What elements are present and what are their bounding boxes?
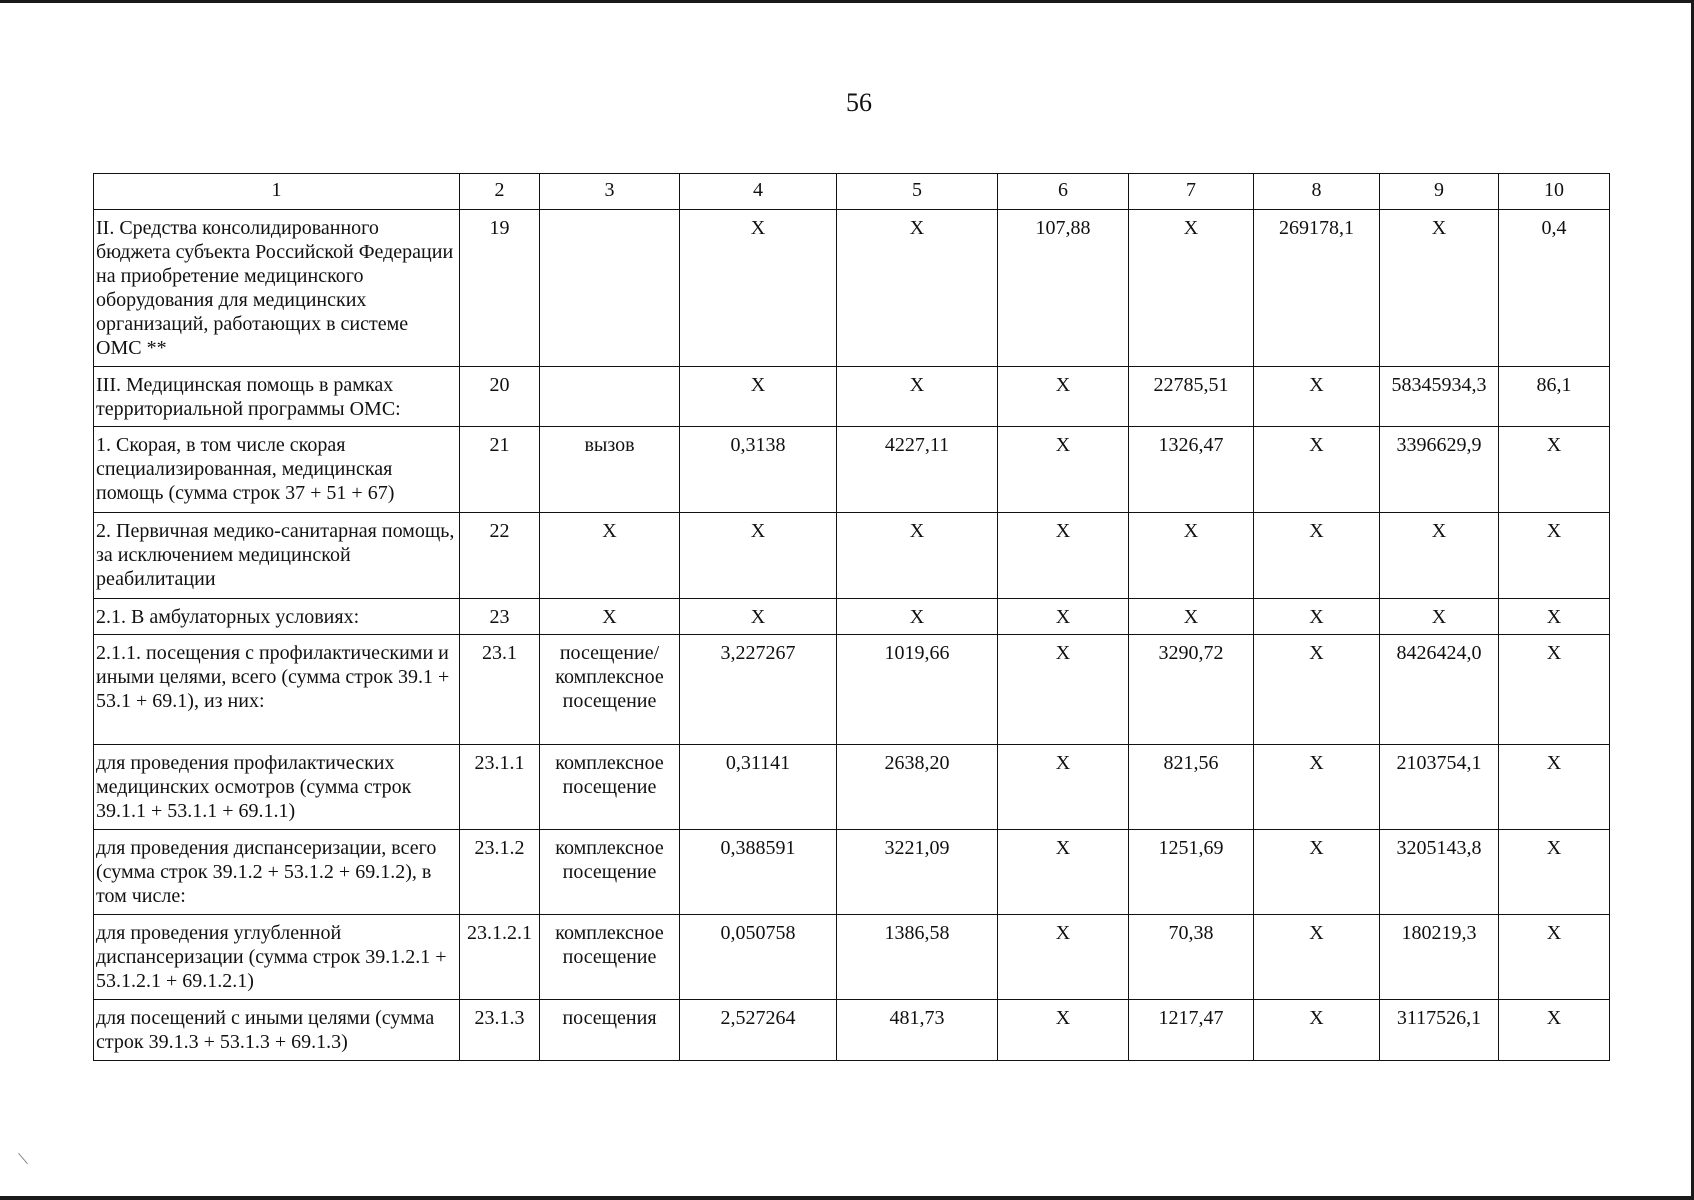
value-cell: 0,31141 [680, 745, 837, 830]
row-name-cell: III. Медицинская помощь в рамках территориальной программы ОМС: [94, 367, 460, 427]
data-table [93, 173, 1610, 1061]
unit-cell: Х [540, 513, 680, 599]
table-row [94, 210, 1610, 367]
value-cell: 180219,3 [1380, 915, 1499, 1000]
value-cell: Х [998, 427, 1129, 513]
value-cell: 0,050758 [680, 915, 837, 1000]
unit-cell: комплексное посещение [540, 830, 680, 915]
value-cell: 22785,51 [1129, 367, 1254, 427]
table-row [94, 830, 1610, 915]
value-cell: Х [1129, 599, 1254, 635]
value-cell: Х [998, 745, 1129, 830]
value-cell: Х [1254, 1000, 1380, 1061]
row-name-cell: для проведения диспансеризации, всего (сумма строк 39.1.2 + 53.1.2 + 69.1.2), в том числе: [94, 830, 460, 915]
table-row [94, 635, 1610, 745]
value-cell: Х [998, 1000, 1129, 1061]
row-number-cell: 23.1.2.1 [460, 915, 540, 1000]
unit-cell: комплексное посещение [540, 745, 680, 830]
value-cell: Х [1254, 830, 1380, 915]
value-cell: Х [1499, 1000, 1610, 1061]
column-header: 6 [998, 174, 1129, 210]
value-cell: Х [998, 635, 1129, 745]
value-cell: 0,3138 [680, 427, 837, 513]
page-number: 56 [846, 88, 872, 117]
table-header-row [94, 174, 1610, 210]
table-row [94, 513, 1610, 599]
value-cell: 2103754,1 [1380, 745, 1499, 830]
table-row [94, 1000, 1610, 1061]
value-cell: Х [837, 513, 998, 599]
value-cell: 3205143,8 [1380, 830, 1499, 915]
value-cell: 1217,47 [1129, 1000, 1254, 1061]
value-cell: Х [1499, 427, 1610, 513]
value-cell: Х [1254, 635, 1380, 745]
value-cell: Х [1380, 513, 1499, 599]
value-cell: 1326,47 [1129, 427, 1254, 513]
value-cell: 4227,11 [837, 427, 998, 513]
value-cell: Х [998, 513, 1129, 599]
value-cell: Х [837, 367, 998, 427]
row-name-cell: для посещений с иными целями (сумма строк 39.1.3 + 53.1.3 + 69.1.3) [94, 1000, 460, 1061]
row-number-cell: 20 [460, 367, 540, 427]
value-cell: Х [1129, 210, 1254, 367]
value-cell: Х [1129, 513, 1254, 599]
row-number-cell: 21 [460, 427, 540, 513]
value-cell: Х [998, 599, 1129, 635]
value-cell: 70,38 [1129, 915, 1254, 1000]
row-number-cell: 23 [460, 599, 540, 635]
unit-cell: вызов [540, 427, 680, 513]
value-cell: Х [1254, 745, 1380, 830]
value-cell: 3221,09 [837, 830, 998, 915]
unit-cell [540, 210, 680, 367]
value-cell: Х [1380, 599, 1499, 635]
column-header: 8 [1254, 174, 1380, 210]
column-header: 1 [94, 174, 460, 210]
value-cell: Х [680, 599, 837, 635]
value-cell: 1386,58 [837, 915, 998, 1000]
value-cell: 3290,72 [1129, 635, 1254, 745]
value-cell: 86,1 [1499, 367, 1610, 427]
row-name-cell: для проведения углубленной диспансеризации (сумма строк 39.1.2.1 + 53.1.2.1 + 69.1.2.1) [94, 915, 460, 1000]
value-cell: 1251,69 [1129, 830, 1254, 915]
row-number-cell: 23.1.1 [460, 745, 540, 830]
table-row [94, 915, 1610, 1000]
value-cell: Х [1499, 599, 1610, 635]
value-cell: 0,4 [1499, 210, 1610, 367]
value-cell: 1019,66 [837, 635, 998, 745]
value-cell: Х [1254, 513, 1380, 599]
value-cell: Х [998, 830, 1129, 915]
value-cell: Х [1499, 915, 1610, 1000]
column-header: 3 [540, 174, 680, 210]
column-header: 5 [837, 174, 998, 210]
table-row [94, 745, 1610, 830]
value-cell: 3117526,1 [1380, 1000, 1499, 1061]
value-cell: Х [1499, 830, 1610, 915]
value-cell: 821,56 [1129, 745, 1254, 830]
scan-border-top [0, 0, 1694, 3]
value-cell: 58345934,3 [1380, 367, 1499, 427]
row-name-cell: 1. Скорая, в том числе скорая специализированная, медицинская помощь (сумма строк 37 + 51 + 67) [94, 427, 460, 513]
row-number-cell: 23.1.2 [460, 830, 540, 915]
unit-cell: комплексное посещение [540, 915, 680, 1000]
value-cell: 8426424,0 [1380, 635, 1499, 745]
value-cell: Х [1254, 367, 1380, 427]
value-cell: Х [1254, 599, 1380, 635]
value-cell: Х [680, 513, 837, 599]
column-header: 4 [680, 174, 837, 210]
row-name-cell: 2. Первичная медико-санитарная помощь, за исключением медицинской реабилитации [94, 513, 460, 599]
table-row [94, 599, 1610, 635]
value-cell: 107,88 [998, 210, 1129, 367]
unit-cell: посещения [540, 1000, 680, 1061]
column-header: 2 [460, 174, 540, 210]
row-number-cell: 23.1 [460, 635, 540, 745]
row-name-cell: для проведения профилактических медицинских осмотров (сумма строк 39.1.1 + 53.1.1 + 69.1.1) [94, 745, 460, 830]
value-cell: 481,73 [837, 1000, 998, 1061]
value-cell: Х [680, 210, 837, 367]
value-cell: Х [998, 367, 1129, 427]
column-header: 10 [1499, 174, 1610, 210]
value-cell: Х [1499, 513, 1610, 599]
unit-cell [540, 367, 680, 427]
value-cell: Х [1254, 915, 1380, 1000]
row-name-cell: II. Средства консолидированного бюджета субъекта Российской Федерации на приобретение медицинского оборудования для медицинских организаций, работающих в системе ОМС ** [94, 210, 460, 367]
table-row [94, 367, 1610, 427]
value-cell: Х [1380, 210, 1499, 367]
scan-border-bottom [0, 1196, 1694, 1200]
value-cell: 269178,1 [1254, 210, 1380, 367]
unit-cell: Х [540, 599, 680, 635]
value-cell: Х [680, 367, 837, 427]
row-name-cell: 2.1. В амбулаторных условиях: [94, 599, 460, 635]
table-row [94, 427, 1610, 513]
value-cell: 2638,20 [837, 745, 998, 830]
value-cell: Х [1499, 745, 1610, 830]
value-cell: Х [837, 599, 998, 635]
value-cell: 3,227267 [680, 635, 837, 745]
value-cell: Х [837, 210, 998, 367]
value-cell: Х [1254, 427, 1380, 513]
scan-artifact-mark [18, 1153, 28, 1164]
row-number-cell: 19 [460, 210, 540, 367]
row-number-cell: 23.1.3 [460, 1000, 540, 1061]
column-header: 7 [1129, 174, 1254, 210]
value-cell: 2,527264 [680, 1000, 837, 1061]
row-number-cell: 22 [460, 513, 540, 599]
unit-cell: посещение/ комплексное посещение [540, 635, 680, 745]
value-cell: 0,388591 [680, 830, 837, 915]
column-header: 9 [1380, 174, 1499, 210]
value-cell: Х [1499, 635, 1610, 745]
row-name-cell: 2.1.1. посещения с профилактическими и иными целями, всего (сумма строк 39.1 + 53.1 + 69.1), из них: [94, 635, 460, 745]
value-cell: Х [998, 915, 1129, 1000]
value-cell: 3396629,9 [1380, 427, 1499, 513]
